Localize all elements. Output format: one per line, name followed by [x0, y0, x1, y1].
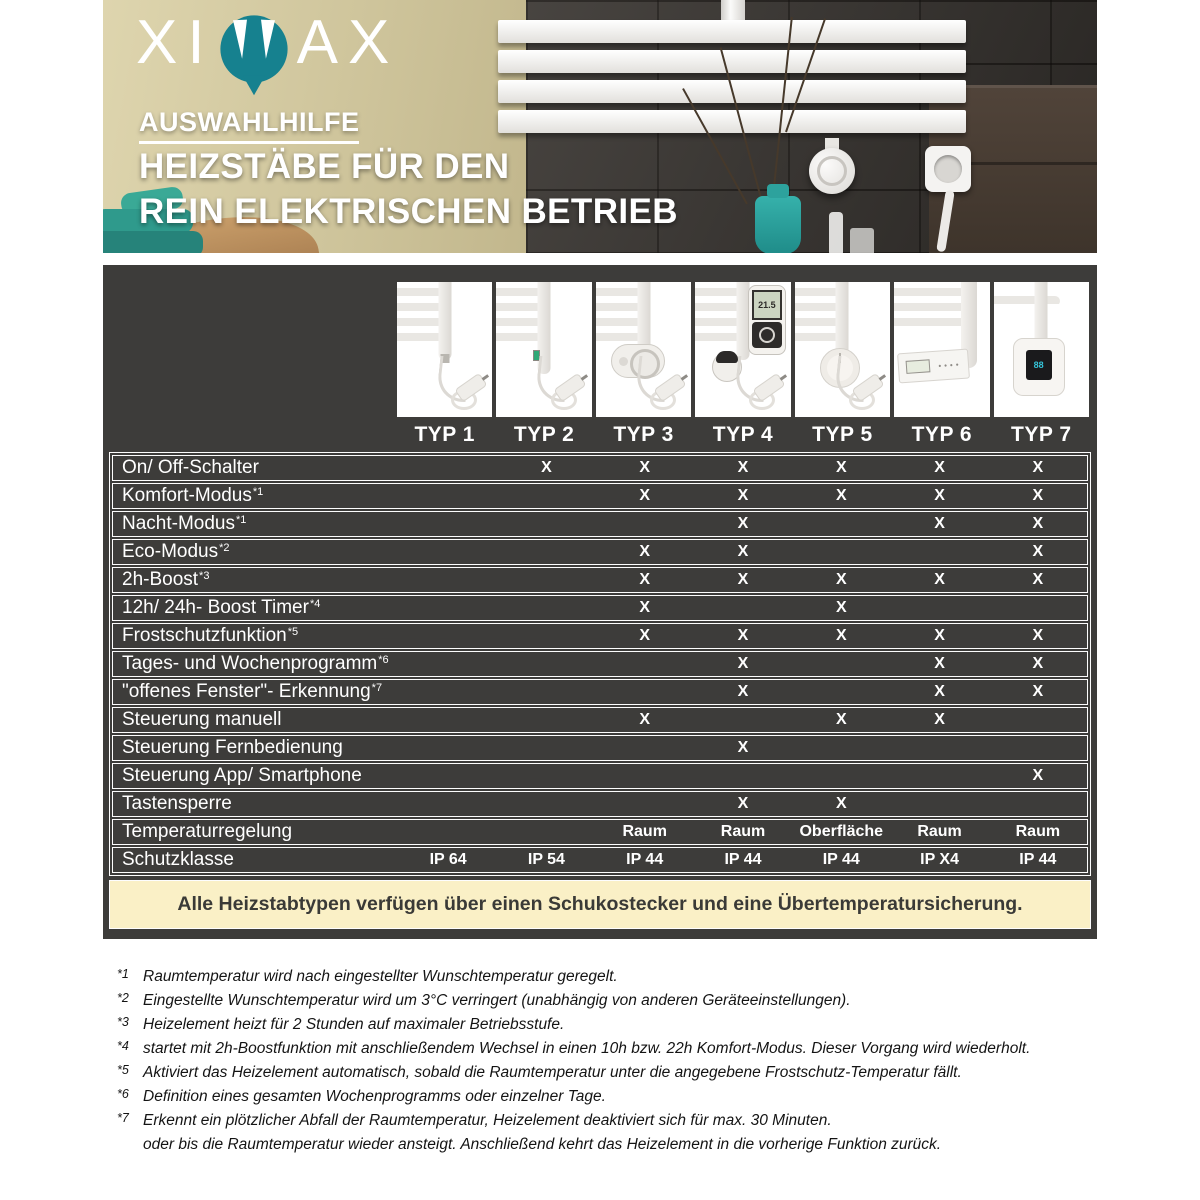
- table-row: [112, 511, 1088, 537]
- product-photo-typ-6: [894, 282, 989, 417]
- feature-cell-typ-4: Raum: [720, 823, 766, 840]
- footnote-marker: *6: [117, 1087, 129, 1101]
- footnote-text: Definition eines gesamten Wochenprogramms oder einzelner Tage.: [143, 1088, 606, 1105]
- feature-cell-typ-6: X: [934, 627, 945, 644]
- column-header-row: [109, 419, 1091, 451]
- feature-cell-typ-7: X: [1032, 655, 1044, 672]
- logo-text-prefix: XI: [136, 8, 215, 77]
- feature-label: "offenes Fenster"- Erkennung$^{*7}$: [122, 681, 383, 702]
- radiator-leg: [1035, 282, 1048, 344]
- footnote-text: startet mit 2h-Boostfunktion mit anschließendem Wechsel in einen 10h bzw. 22h Komfort-Modus. Dieser Vorgang wird wiederholt.: [143, 1040, 1031, 1057]
- footnote-line: [117, 1061, 1097, 1085]
- feature-cell-typ-7: X: [1032, 543, 1044, 560]
- brochure-page: [103, 0, 1097, 1157]
- feature-label: Komfort-Modus$^{*1}$: [122, 485, 264, 506]
- table-row: [112, 483, 1088, 509]
- table-row: [112, 735, 1088, 761]
- feature-cell-typ-6: X: [934, 711, 945, 728]
- feature-label: Tages- und Wochenprogramm$^{*6}$: [122, 653, 389, 674]
- radiator-slat: [498, 20, 966, 43]
- table-row: [112, 455, 1088, 481]
- feature-cell-typ-7: X: [1032, 571, 1044, 588]
- feature-cell-typ-4: X: [737, 571, 749, 588]
- ximax-logo-mark-icon: [219, 14, 289, 98]
- feature-cell-typ-3: X: [639, 487, 651, 504]
- feature-cell-typ-4: X: [737, 459, 749, 476]
- table-row: [112, 847, 1088, 873]
- product-photo-typ-1: [397, 282, 492, 417]
- footnote-line: [117, 1109, 1097, 1133]
- footnote-marker: [117, 1130, 143, 1154]
- comparison-panel: [103, 265, 1097, 939]
- feature-table: [109, 452, 1091, 876]
- feature-label: Steuerung manuell: [122, 709, 282, 730]
- smart-controller-box: [1013, 338, 1065, 396]
- column-header-typ-3: TYP 3: [613, 423, 674, 446]
- feature-label: Steuerung App/ Smartphone: [122, 765, 362, 786]
- feature-cell-typ-2: IP 54: [527, 851, 565, 868]
- feature-cell-typ-7: X: [1032, 515, 1044, 532]
- feature-cell-typ-1: IP 64: [429, 851, 467, 868]
- feature-cell-typ-5: X: [835, 795, 847, 812]
- product-photo-typ-4: [695, 282, 790, 417]
- feature-cell-typ-3: Raum: [622, 823, 667, 840]
- radiator-rungs: [994, 296, 1061, 306]
- remote-control: [748, 285, 786, 355]
- feature-label: Eco-Modus$^{*2}$: [122, 541, 230, 562]
- feature-cell-typ-4: X: [737, 627, 749, 644]
- feature-cell-typ-5: X: [835, 599, 847, 616]
- feature-label: On/ Off-Schalter: [122, 457, 259, 478]
- table-row: [112, 763, 1088, 789]
- feature-cell-typ-7: X: [1032, 627, 1044, 644]
- feature-cell-typ-7: Raum: [1015, 823, 1061, 840]
- feature-label: 2h-Boost$^{*3}$: [122, 569, 210, 590]
- feature-cell-typ-3: X: [639, 543, 651, 560]
- column-header-typ-5: TYP 5: [812, 423, 873, 446]
- footnote-text: oder bis die Raumtemperatur wieder ansteigt. Anschließend kehrt das Heizelement in die vorherige Funktion zurück.: [143, 1136, 942, 1153]
- table-row: [112, 791, 1088, 817]
- product-photo-typ-7: [994, 282, 1089, 417]
- product-photo-typ-2: [496, 282, 591, 417]
- table-row: [112, 567, 1088, 593]
- feature-cell-typ-6: IP X4: [920, 851, 959, 868]
- feature-cell-typ-5: X: [835, 627, 847, 644]
- feature-cell-typ-3: IP 44: [626, 851, 664, 868]
- feature-cell-typ-6: X: [934, 459, 945, 476]
- table-row: [112, 651, 1088, 677]
- feature-label: 12h/ 24h- Boost Timer$^{*4}$: [122, 597, 321, 618]
- feature-cell-typ-5: X: [835, 571, 847, 588]
- footnote-marker: *3: [117, 1015, 129, 1029]
- info-banner-text: Alle Heizstabtypen verfügen über einen Schukostecker und eine Übertemperatursicherung.: [177, 893, 1023, 915]
- wall-outlet: [925, 146, 971, 192]
- footnote-text: Aktiviert das Heizelement automatisch, sobald die Raumtemperatur unter die angegebene Frostschutz-Temperatur fällt.: [143, 1064, 962, 1081]
- feature-cell-typ-4: X: [737, 739, 749, 756]
- feature-cell-typ-7: X: [1032, 683, 1044, 700]
- column-header-typ-6: TYP 6: [911, 423, 973, 446]
- table-row: [112, 623, 1088, 649]
- feature-cell-typ-6: X: [934, 571, 945, 588]
- table-row: [112, 819, 1088, 845]
- table-row: [112, 707, 1088, 733]
- product-photo-typ-3: [596, 282, 691, 417]
- footnote-line: [117, 1013, 1097, 1037]
- feature-cell-typ-2: X: [541, 459, 552, 476]
- feature-cell-typ-7: X: [1032, 767, 1044, 784]
- feature-cell-typ-3: X: [639, 711, 651, 728]
- footnotes: [103, 939, 1097, 1157]
- column-header-typ-1: TYP 1: [414, 423, 475, 446]
- column-header-typ-7: TYP 7: [1011, 423, 1072, 446]
- feature-label: Frostschutzfunktion$^{*5}$: [122, 625, 299, 646]
- heating-element-dial: [809, 148, 855, 194]
- feature-cell-typ-4: X: [737, 487, 749, 504]
- table-row: [112, 679, 1088, 705]
- footnote-marker: *2: [117, 991, 129, 1005]
- feature-cell-typ-4: IP 44: [724, 851, 762, 868]
- remote-display: 21.5: [752, 290, 782, 320]
- feature-cell-typ-4: X: [737, 543, 749, 560]
- feature-label: Nacht-Modus$^{*1}$: [122, 513, 247, 534]
- teal-vase: [755, 196, 801, 253]
- eyebrow-heading: AUSWAHLHILFE: [139, 107, 359, 144]
- product-image-row: [109, 282, 1091, 417]
- towel: [103, 231, 203, 253]
- feature-cell-typ-3: X: [639, 599, 651, 616]
- footnote-line: [117, 989, 1097, 1013]
- feature-cell-typ-6: X: [934, 487, 945, 504]
- spacer-cell: [109, 282, 395, 417]
- feature-label: Tastensperre: [122, 793, 232, 814]
- feature-cell-typ-5: X: [835, 711, 847, 728]
- footnote-marker: *4: [117, 1039, 129, 1053]
- towel-radiator-image: [498, 20, 966, 140]
- footnote-text: Raumtemperatur wird nach eingestellter Wunschtemperatur geregelt.: [143, 968, 618, 985]
- control-panel: [897, 349, 970, 384]
- logo-text-suffix: AX: [296, 8, 400, 77]
- feature-label: Steuerung Fernbedienung: [122, 737, 343, 758]
- feature-cell-typ-6: X: [934, 515, 945, 532]
- feature-cell-typ-5: IP 44: [822, 851, 860, 868]
- product-photo-typ-5: [795, 282, 890, 417]
- cup: [850, 228, 874, 253]
- footnote-line: [117, 1133, 1097, 1157]
- radiator-slat: [498, 50, 966, 73]
- remote-buttons: [752, 322, 782, 348]
- main-title-line2: REIN ELEKTRISCHEN BETRIEB: [139, 192, 678, 231]
- footnote-text: Heizelement heizt für 2 Stunden auf maximaler Betriebsstufe.: [143, 1016, 565, 1033]
- feature-cell-typ-6: Raum: [917, 823, 962, 840]
- table-row: [112, 595, 1088, 621]
- feature-cell-typ-6: X: [934, 683, 945, 700]
- column-header-typ-4: TYP 4: [712, 423, 774, 446]
- column-header-typ-2: TYP 2: [513, 423, 575, 446]
- bottle: [829, 212, 843, 253]
- feature-cell-typ-5: X: [835, 459, 847, 476]
- feature-cell-typ-7: X: [1032, 459, 1044, 476]
- footnote-marker: *5: [117, 1063, 129, 1077]
- main-title-line1: HEIZSTÄBE FÜR DEN: [139, 147, 510, 186]
- footnote-marker: *1: [117, 967, 129, 981]
- feature-cell-typ-4: X: [737, 683, 749, 700]
- footnote-line: [117, 1037, 1097, 1061]
- feature-cell-typ-3: X: [639, 459, 651, 476]
- ximax-logo: [136, 8, 400, 98]
- radiator-slat: [498, 110, 966, 133]
- feature-cell-typ-6: X: [934, 655, 945, 672]
- feature-label: Schutzklasse: [122, 849, 234, 870]
- controller-display: 88: [1026, 350, 1052, 380]
- feature-cell-typ-4: X: [737, 655, 749, 672]
- footnote-text: Eingestellte Wunschtemperatur wird um 3°C verringert (unabhängig von anderen Geräteeinstellungen).: [143, 992, 851, 1009]
- feature-cell-typ-7: X: [1032, 487, 1044, 504]
- feature-cell-typ-5: Oberfläche: [799, 823, 884, 840]
- feature-label: Temperaturregelung: [122, 821, 293, 842]
- footnote-line: [117, 965, 1097, 989]
- feature-cell-typ-3: X: [639, 571, 651, 588]
- info-banner: [109, 880, 1091, 929]
- feature-cell-typ-7: IP 44: [1019, 851, 1057, 868]
- panel-display: [906, 359, 931, 374]
- hero-photo: [103, 0, 1097, 253]
- feature-cell-typ-3: X: [639, 627, 651, 644]
- feature-cell-typ-4: X: [737, 515, 749, 532]
- radiator-leg: [438, 282, 451, 360]
- feature-cell-typ-4: X: [737, 795, 749, 812]
- footnote-marker: *7: [117, 1111, 129, 1125]
- table-row: [112, 539, 1088, 565]
- footnote-text: Erkennt ein plötzlicher Abfall der Raumtemperatur, Heizelement deaktiviert sich für max. 30 Minuten.: [143, 1112, 832, 1129]
- footnote-line: [117, 1085, 1097, 1109]
- panel-buttons: ••••: [938, 360, 962, 371]
- feature-cell-typ-5: X: [835, 487, 847, 504]
